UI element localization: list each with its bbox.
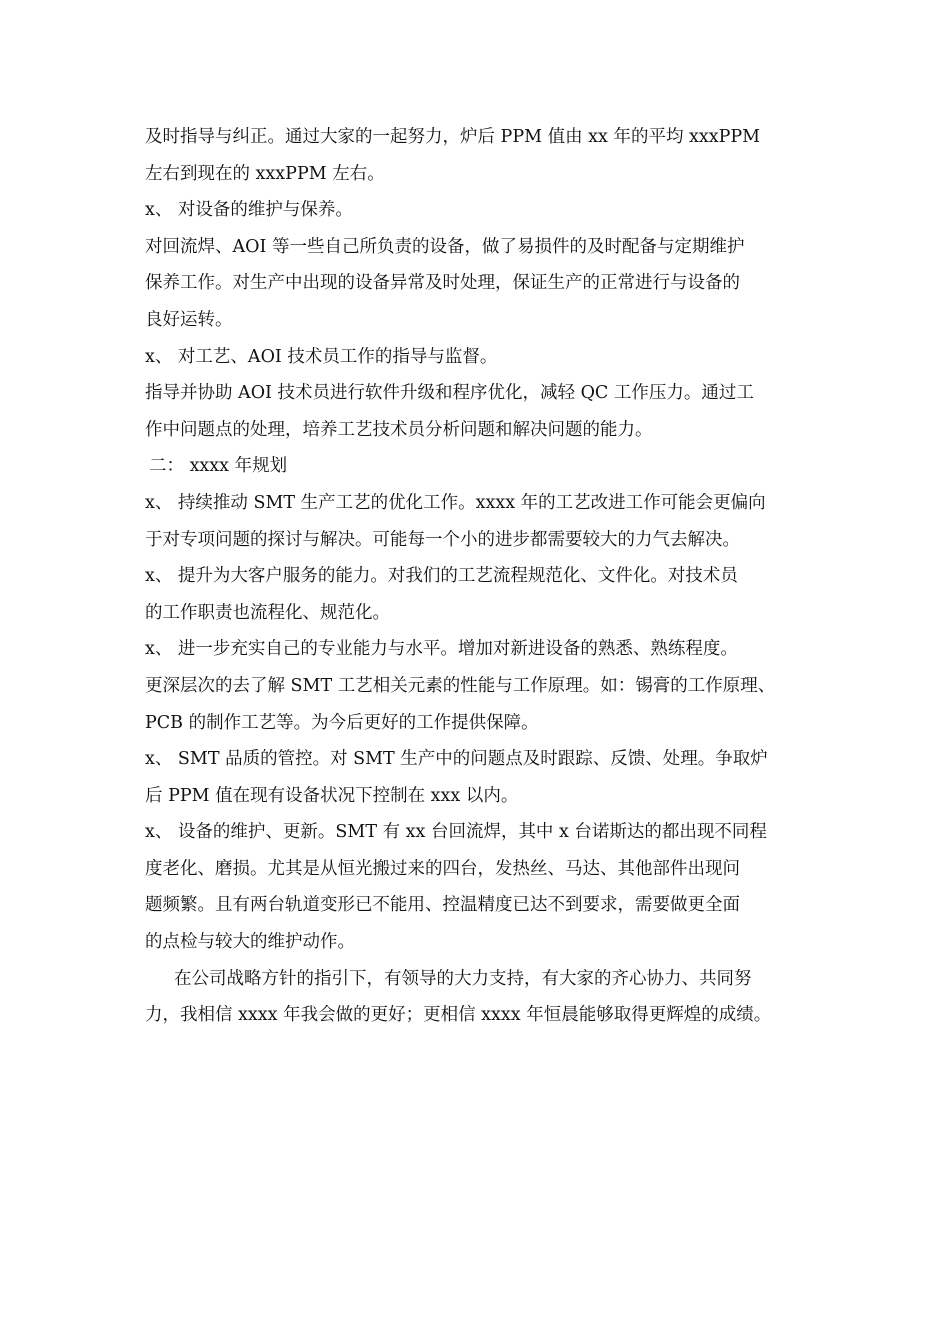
plan-item: x、 设备的维护、更新。SMT 有 xx 台回流焊，其中 x 台诺斯达的都出现不同程: [145, 822, 767, 843]
text-line: 度老化、磨损。尤其是从恒光搬过来的四台，发热丝、马达、其他部件出现问: [145, 858, 740, 879]
text-line: 后 PPM 值在现有设备状况下控制在 xxx 以内。: [145, 785, 519, 806]
document-body: [145, 119, 825, 1034]
section-item-heading: x、 对设备的维护与保养。: [145, 200, 353, 221]
text-line: PCB 的制作工艺等。为今后更好的工作提供保障。: [145, 712, 539, 733]
plan-item: x、 进一步充实自己的专业能力与水平。增加对新进设备的熟悉、熟练程度。: [145, 639, 738, 660]
text-line: 对回流焊、AOI 等一些自己所负责的设备，做了易损件的及时配备与定期维护: [145, 236, 745, 257]
text-line: 及时指导与纠正。通过大家的一起努力，炉后 PPM 值由 xx 年的平均 xxxPPM: [145, 127, 761, 147]
text-line: 的点检与较大的维护动作。: [145, 932, 355, 953]
text-line: 作中问题点的处理，培养工艺技术员分析问题和解决问题的能力。: [145, 419, 653, 440]
plan-item: x、 持续推动 SMT 生产工艺的优化工作。xxxx 年的工艺改进工作可能会更偏向: [145, 492, 766, 513]
text-line: 左右到现在的 xxxPPM 左右。: [145, 163, 385, 184]
closing-paragraph-line: 在公司战略方针的指引下，有领导的大力支持，有大家的齐心协力、共同努: [174, 968, 752, 989]
plan-item: x、 提升为大客户服务的能力。对我们的工艺流程规范化、文件化。对技术员: [145, 566, 738, 587]
text-line: 保养工作。对生产中出现的设备异常及时处理，保证生产的正常进行与设备的: [145, 273, 740, 294]
text-line: 良好运转。: [145, 309, 233, 330]
text-line: 题频繁。且有两台轨道变形已不能用、控温精度已达不到要求，需要做更全面: [145, 895, 740, 916]
text-line: 的工作职责也流程化、规范化。: [145, 602, 390, 623]
text-line: 于对专项问题的探讨与解决。可能每一个小的进步都需要较大的力气去解决。: [145, 529, 740, 550]
plan-item: x、 SMT 品质的管控。对 SMT 生产中的问题点及时跟踪、反馈、处理。争取炉: [145, 749, 768, 770]
closing-paragraph-line: 力，我相信 xxxx 年我会做的更好；更相信 xxxx 年恒晨能够取得更辉煌的成绩。: [145, 1005, 772, 1026]
section-item-heading: x、 对工艺、AOI 技术员工作的指导与监督。: [145, 346, 498, 367]
text-line: 指导并协助 AOI 技术员进行软件升级和程序优化，减轻 QC 工作压力。通过工: [145, 383, 754, 404]
text-line: 更深层次的去了解 SMT 工艺相关元素的性能与工作原理。如：锡膏的工作原理、: [145, 675, 776, 696]
section-heading: 二： xxxx 年规划: [149, 456, 288, 477]
